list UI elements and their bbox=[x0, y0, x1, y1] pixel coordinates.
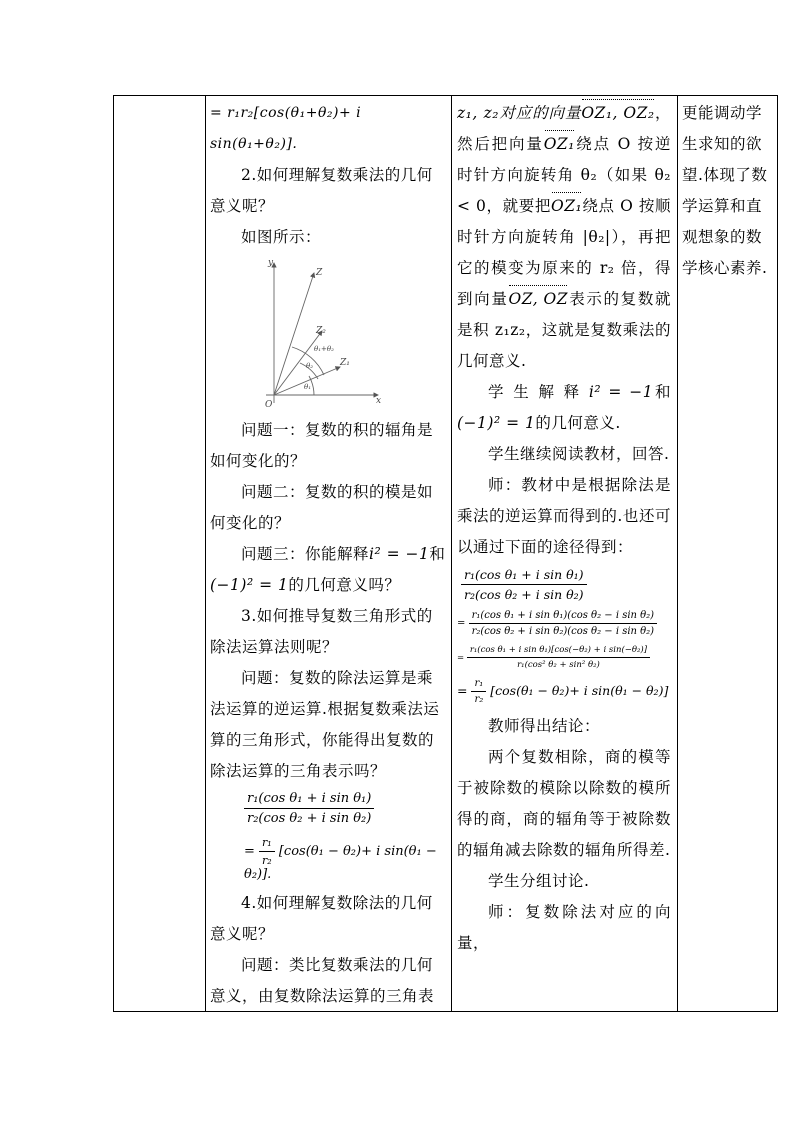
table-border-left bbox=[113, 95, 114, 1012]
table-border-right bbox=[777, 95, 778, 1012]
question-4-title: 4.如何理解复数除法的几何意义呢？ bbox=[210, 894, 433, 943]
question-one: 问题一：复数的积的辐角是如何变化的？ bbox=[210, 421, 434, 470]
teacher-remark: 师：教材中是根据除法是乘法的逆运算而得到的.也还可以通过下面的途径得到： bbox=[457, 476, 671, 556]
division-result: = $\frac{\text{r₁}}{\text{r₂}}$ [cos(θ₁ − θ₂)+ i sin(θ₁ − θ₂)]. bbox=[244, 836, 437, 882]
column-student-activity bbox=[457, 95, 671, 1012]
derivation-step-2: = $\frac{\text{r₁(cos θ₁ + i sin θ₁)(cos θ₂ − i sin θ₂)}}{\text{r₂(cos θ₂ + i sin θ₂)(cos θ₂ − i sin θ₂)}}$ bbox=[457, 610, 671, 637]
label-theta1: θ₁ bbox=[304, 383, 312, 391]
label-theta-sum: θ₁+θ₂ bbox=[314, 345, 334, 353]
label-z2: Z₂ bbox=[316, 326, 326, 336]
division-conclusion: 两个复数相除，商的模等于被除数的模除以除数的模所得的商，商的辐角等于被除数的辐角减去除数的辐角所得差. bbox=[457, 748, 671, 859]
group-discussion: 学生分组讨论. bbox=[488, 872, 590, 890]
multiplication-geometry-figure bbox=[210, 255, 446, 415]
label-theta2: θ₂ bbox=[306, 362, 314, 370]
question-4-body: 问题：类比复数乘法的几何意义，由复数除法运算的三角表 bbox=[210, 956, 435, 1005]
label-y: y bbox=[268, 258, 274, 268]
column-teaching-content bbox=[210, 95, 446, 1012]
derivation-step-3: = $\frac{\text{r₁(cos θ₁ + i sin θ₁)[cos(−θ₂) + i sin(−θ₂)]}}{\text{r₁(cos² θ₂ + sin² θ₂)}}$ bbox=[457, 645, 671, 670]
geometric-meaning-paragraph: z₁, z₂对应的向量OZ₁, OZ₂，然后把向量OZ₁绕点 O 按逆时针方向旋转角 θ₂（如果 θ₂ < 0，就要把OZ₁绕点 O 按顺时针方向旋转角 |θ₂|），再把它的模变为原来的 r₂ 倍，得到向量OZ, OZ表示的复数就是积 z₁z₂，这就是复数乘法的几何意义. bbox=[457, 98, 671, 377]
question-two: 问题二：复数的积的模是如何变化的？ bbox=[210, 483, 434, 532]
label-x: x bbox=[376, 396, 382, 406]
student-explain: 学 生 解 释 i² = −1和(−1)² = 1的几何意义. bbox=[457, 383, 671, 432]
as-shown-label: 如图所示： bbox=[241, 228, 322, 246]
product-result-formula: = r₁r₂[cos(θ₁+θ₂)+ i sin(θ₁+θ₂)]. bbox=[210, 105, 362, 152]
vector-oz1-oz2: OZ₁, OZ₂ bbox=[581, 98, 654, 129]
student-read: 学生继续阅读教材，回答. bbox=[488, 445, 670, 463]
design-intent-text: 更能调动学生求知的欲望.体现了数学运算和直观想象的数学核心素养. bbox=[682, 104, 768, 277]
column-design-intent bbox=[682, 95, 774, 1012]
vector-oz2 bbox=[274, 331, 322, 395]
derivation-step-4: = $\frac{\text{r₁}}{\text{r₂}}$ [cos(θ₁ − θ₂)+ i sin(θ₁ − θ₂)] bbox=[457, 678, 669, 705]
label-z: Z bbox=[316, 268, 323, 278]
table-divider-3 bbox=[677, 95, 678, 1012]
derivation-step-1: $\frac{\text{r₁(cos θ₁ + i sin θ₁)}}{\text{r₂(cos θ₂ + i sin θ₂)}}$ bbox=[461, 567, 671, 602]
table-divider-2 bbox=[451, 95, 452, 1012]
label-z1: Z₁ bbox=[340, 358, 350, 368]
vector-oz bbox=[274, 273, 314, 395]
table-divider-1 bbox=[205, 95, 206, 1012]
question-2-title: 2.如何理解复数乘法的几何意义呢？ bbox=[210, 166, 433, 215]
question-3-title: 3.如何推导复数三角形式的除法运算法则呢？ bbox=[210, 607, 433, 656]
teacher-vector-remark: 师：复数除法对应的向量， bbox=[457, 903, 671, 952]
label-o: O bbox=[265, 400, 273, 410]
teacher-conclusion-label: 教师得出结论： bbox=[488, 717, 601, 735]
question-three: 问题三：你能解释i² = −1和(−1)² = 1的几何意义吗？ bbox=[210, 545, 446, 594]
division-fraction: $\frac{\text{r₁(cos θ₁ + i sin θ₁)}}{\text{r₂(cos θ₂ + i sin θ₂)}}$ bbox=[244, 791, 446, 826]
question-3-body: 问题：复数的除法运算是乘法运算的逆运算.根据复数乘法运算的三角形式，你能得出复数的除法运算的三角表示吗？ bbox=[210, 669, 440, 780]
